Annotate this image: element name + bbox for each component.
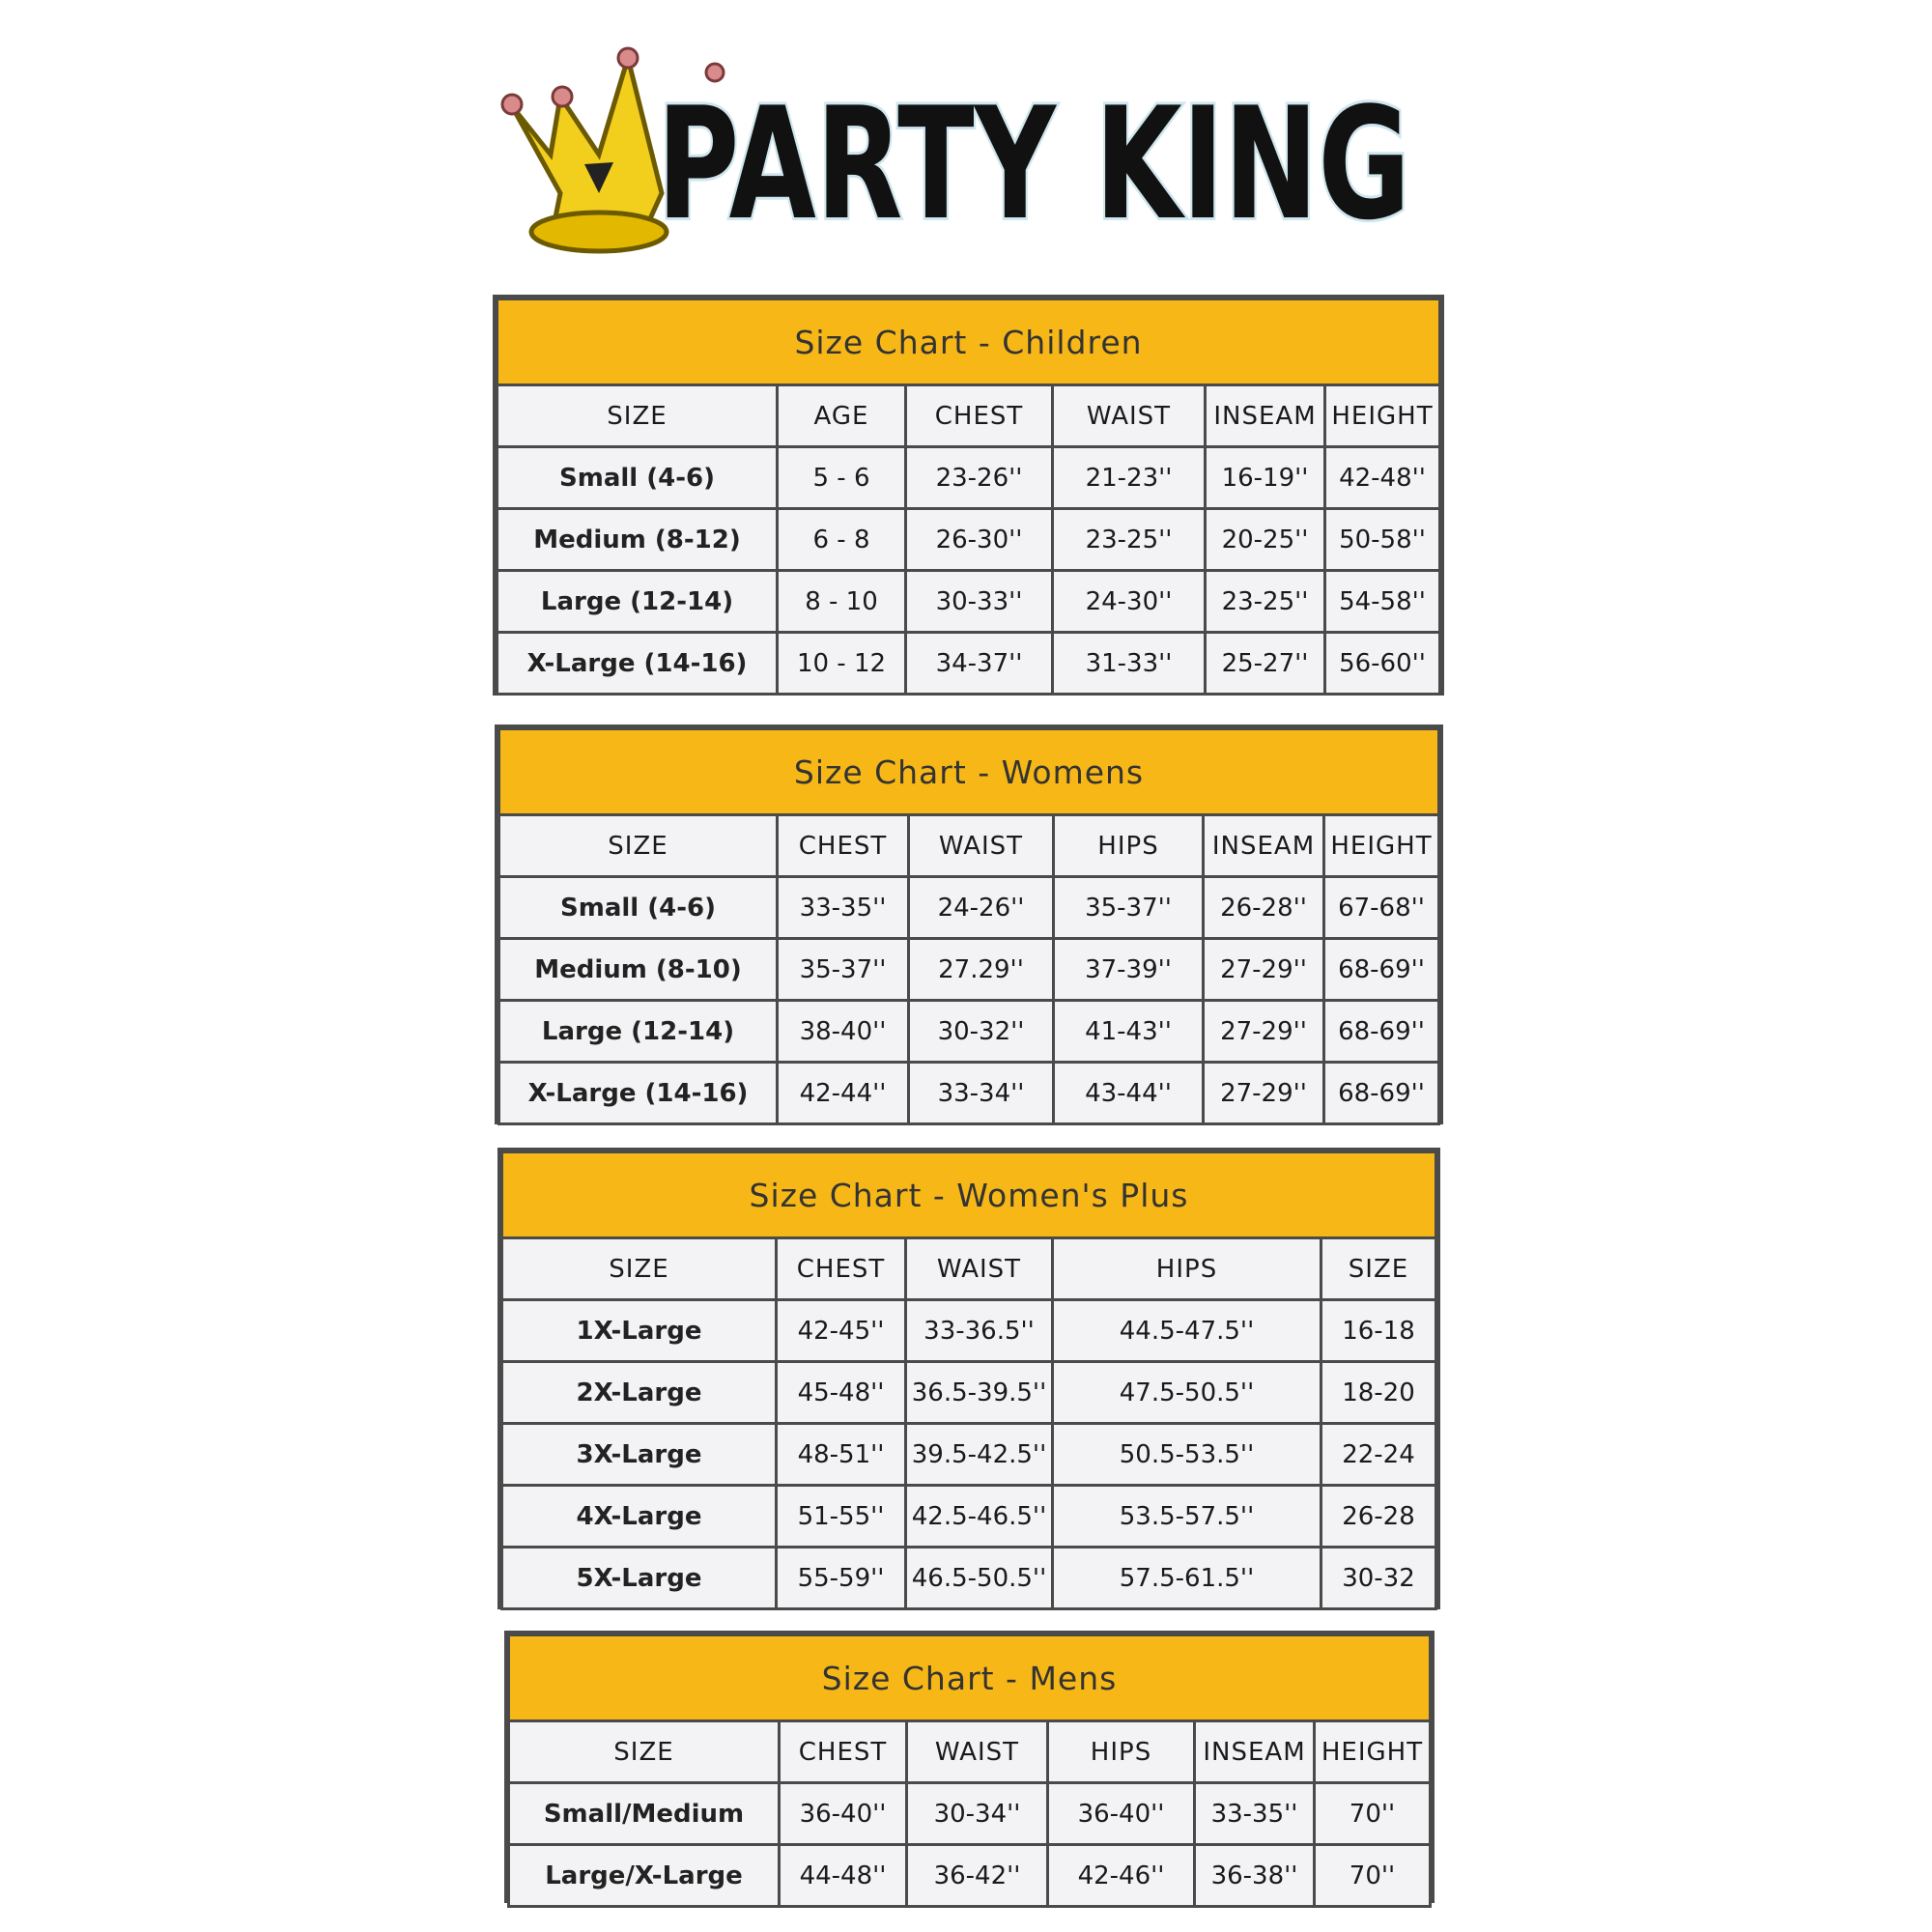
value-cell: 30-32'' <box>909 1001 1054 1063</box>
value-cell: 38-40'' <box>778 1001 909 1063</box>
column-header: INSEAM <box>1195 1721 1315 1783</box>
table-row <box>499 1001 1439 1063</box>
size-cell: Small (4-6) <box>497 447 778 509</box>
size-cell: 5X-Large <box>502 1548 777 1609</box>
value-cell: 39.5-42.5'' <box>906 1424 1053 1486</box>
size-cell: 3X-Large <box>502 1424 777 1486</box>
size-cell: Large (12-14) <box>497 571 778 633</box>
value-cell: 21-23'' <box>1053 447 1206 509</box>
value-cell: 42-45'' <box>777 1300 906 1362</box>
value-cell: 50.5-53.5'' <box>1053 1424 1321 1486</box>
value-cell: 24-26'' <box>909 877 1054 939</box>
value-cell: 26-28'' <box>1204 877 1324 939</box>
value-cell: 37-39'' <box>1054 939 1204 1001</box>
chart-title: Size Chart - Mens <box>509 1635 1431 1721</box>
womens-size-chart <box>495 724 1443 1124</box>
size-cell: X-Large (14-16) <box>497 633 778 695</box>
value-cell: 53.5-57.5'' <box>1053 1486 1321 1548</box>
value-cell: 50-58'' <box>1325 509 1440 571</box>
column-header: WAIST <box>909 815 1054 877</box>
value-cell: 23-26'' <box>906 447 1053 509</box>
column-header: SIZE <box>502 1238 777 1300</box>
value-cell: 51-55'' <box>777 1486 906 1548</box>
size-cell: Small/Medium <box>509 1783 780 1845</box>
table-row <box>502 1486 1436 1548</box>
value-cell: 31-33'' <box>1053 633 1206 695</box>
table-row <box>497 447 1440 509</box>
children-size-chart <box>493 295 1444 696</box>
value-cell: 36-40'' <box>1048 1783 1195 1845</box>
value-cell: 68-69'' <box>1324 1063 1439 1124</box>
table-row <box>499 1063 1439 1124</box>
value-cell: 30-33'' <box>906 571 1053 633</box>
column-header: WAIST <box>907 1721 1048 1783</box>
value-cell: 35-37'' <box>778 939 909 1001</box>
value-cell: 6 - 8 <box>778 509 906 571</box>
table-row <box>509 1783 1431 1845</box>
value-cell: 8 - 10 <box>778 571 906 633</box>
value-cell: 68-69'' <box>1324 939 1439 1001</box>
value-cell: 33-36.5'' <box>906 1300 1053 1362</box>
value-cell: 27-29'' <box>1204 1001 1324 1063</box>
crown-icon <box>493 39 1420 254</box>
column-header: INSEAM <box>1204 815 1324 877</box>
column-header: CHEST <box>777 1238 906 1300</box>
column-header: SIZE <box>497 385 778 447</box>
value-cell: 67-68'' <box>1324 877 1439 939</box>
column-header: HIPS <box>1048 1721 1195 1783</box>
column-header: HEIGHT <box>1325 385 1440 447</box>
value-cell: 10 - 12 <box>778 633 906 695</box>
size-cell: 4X-Large <box>502 1486 777 1548</box>
value-cell: 36.5-39.5'' <box>906 1362 1053 1424</box>
table-row <box>502 1424 1436 1486</box>
table-row <box>497 509 1440 571</box>
value-cell: 47.5-50.5'' <box>1053 1362 1321 1424</box>
logo-text: PARTY KING <box>657 73 1410 254</box>
column-header: CHEST <box>906 385 1053 447</box>
value-cell: 42-44'' <box>778 1063 909 1124</box>
value-cell: 20-25'' <box>1206 509 1325 571</box>
column-header: CHEST <box>778 815 909 877</box>
value-cell: 70'' <box>1315 1845 1431 1907</box>
value-cell: 57.5-61.5'' <box>1053 1548 1321 1609</box>
value-cell: 25-27'' <box>1206 633 1325 695</box>
size-cell: X-Large (14-16) <box>499 1063 778 1124</box>
value-cell: 42-46'' <box>1048 1845 1195 1907</box>
value-cell: 18-20 <box>1321 1362 1436 1424</box>
column-header: HIPS <box>1054 815 1204 877</box>
value-cell: 44-48'' <box>780 1845 907 1907</box>
column-header: CHEST <box>780 1721 907 1783</box>
size-cell: Small (4-6) <box>499 877 778 939</box>
chart-title: Size Chart - Women's Plus <box>502 1152 1436 1238</box>
value-cell: 23-25'' <box>1053 509 1206 571</box>
value-cell: 45-48'' <box>777 1362 906 1424</box>
table-row <box>497 633 1440 695</box>
value-cell: 26-28 <box>1321 1486 1436 1548</box>
size-cell: 1X-Large <box>502 1300 777 1362</box>
value-cell: 24-30'' <box>1053 571 1206 633</box>
chart-title: Size Chart - Womens <box>499 729 1439 815</box>
column-header: HEIGHT <box>1315 1721 1431 1783</box>
value-cell: 33-35'' <box>778 877 909 939</box>
mens-size-chart <box>504 1631 1435 1903</box>
value-cell: 16-18 <box>1321 1300 1436 1362</box>
column-header: HEIGHT <box>1324 815 1439 877</box>
value-cell: 26-30'' <box>906 509 1053 571</box>
value-cell: 36-42'' <box>907 1845 1048 1907</box>
column-header: AGE <box>778 385 906 447</box>
size-cell: Large (12-14) <box>499 1001 778 1063</box>
chart-title: Size Chart - Children <box>497 299 1440 385</box>
value-cell: 56-60'' <box>1325 633 1440 695</box>
value-cell: 54-58'' <box>1325 571 1440 633</box>
table-row <box>502 1300 1436 1362</box>
party-king-logo <box>493 39 1420 254</box>
column-header: WAIST <box>906 1238 1053 1300</box>
table-row <box>499 939 1439 1001</box>
value-cell: 30-32 <box>1321 1548 1436 1609</box>
value-cell: 42-48'' <box>1325 447 1440 509</box>
size-cell: Medium (8-10) <box>499 939 778 1001</box>
value-cell: 36-38'' <box>1195 1845 1315 1907</box>
value-cell: 48-51'' <box>777 1424 906 1486</box>
value-cell: 16-19'' <box>1206 447 1325 509</box>
size-cell: Medium (8-12) <box>497 509 778 571</box>
value-cell: 55-59'' <box>777 1548 906 1609</box>
value-cell: 23-25'' <box>1206 571 1325 633</box>
table-row <box>509 1845 1431 1907</box>
column-header: WAIST <box>1053 385 1206 447</box>
column-header: HIPS <box>1053 1238 1321 1300</box>
size-cell: Large/X-Large <box>509 1845 780 1907</box>
value-cell: 43-44'' <box>1054 1063 1204 1124</box>
column-header: SIZE <box>509 1721 780 1783</box>
value-cell: 33-35'' <box>1195 1783 1315 1845</box>
value-cell: 41-43'' <box>1054 1001 1204 1063</box>
value-cell: 36-40'' <box>780 1783 907 1845</box>
size-cell: 2X-Large <box>502 1362 777 1424</box>
value-cell: 30-34'' <box>907 1783 1048 1845</box>
column-header: SIZE <box>1321 1238 1436 1300</box>
column-header: SIZE <box>499 815 778 877</box>
womens-plus-size-chart <box>497 1148 1440 1609</box>
table-row <box>502 1362 1436 1424</box>
value-cell: 27.29'' <box>909 939 1054 1001</box>
value-cell: 35-37'' <box>1054 877 1204 939</box>
table-row <box>502 1548 1436 1609</box>
value-cell: 33-34'' <box>909 1063 1054 1124</box>
column-header: INSEAM <box>1206 385 1325 447</box>
value-cell: 5 - 6 <box>778 447 906 509</box>
value-cell: 42.5-46.5'' <box>906 1486 1053 1548</box>
table-row <box>499 877 1439 939</box>
value-cell: 46.5-50.5'' <box>906 1548 1053 1609</box>
value-cell: 27-29'' <box>1204 939 1324 1001</box>
value-cell: 68-69'' <box>1324 1001 1439 1063</box>
value-cell: 44.5-47.5'' <box>1053 1300 1321 1362</box>
table-row <box>497 571 1440 633</box>
value-cell: 34-37'' <box>906 633 1053 695</box>
value-cell: 27-29'' <box>1204 1063 1324 1124</box>
value-cell: 22-24 <box>1321 1424 1436 1486</box>
value-cell: 70'' <box>1315 1783 1431 1845</box>
